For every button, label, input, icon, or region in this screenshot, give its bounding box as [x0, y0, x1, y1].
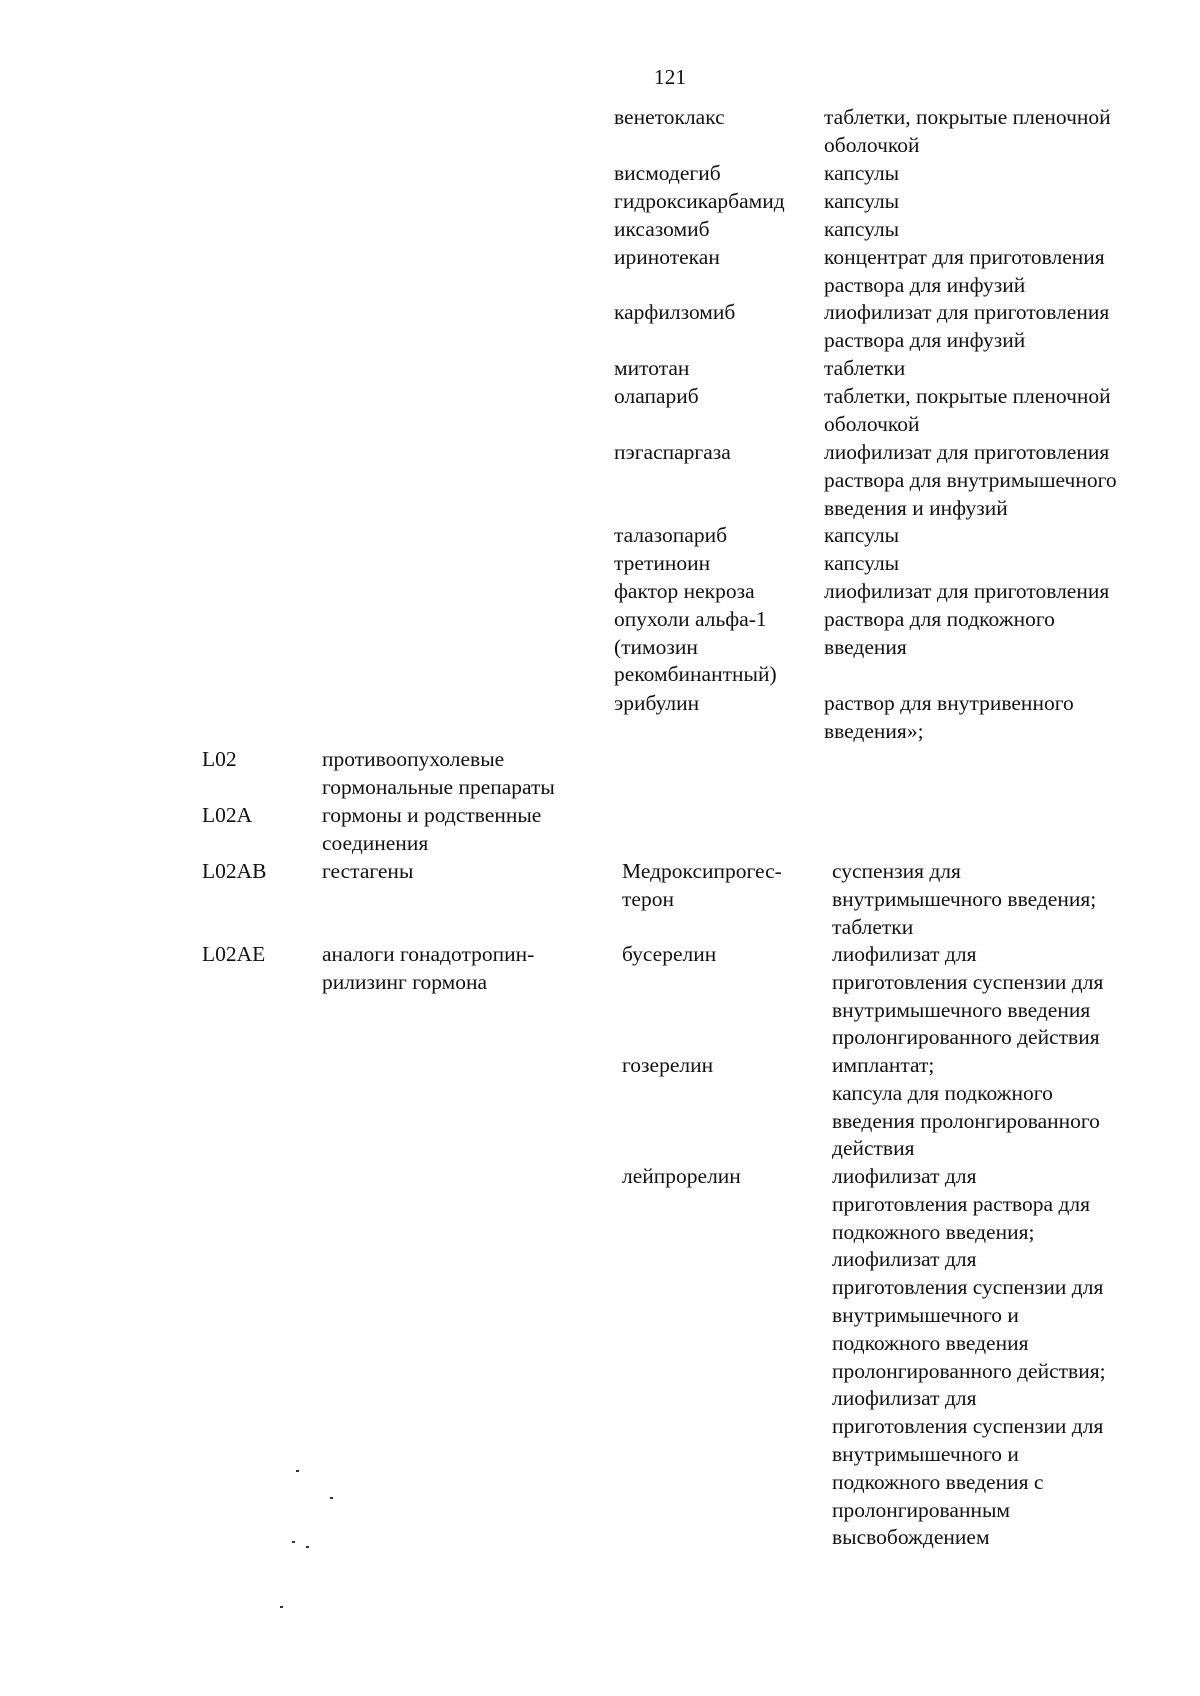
- dosage-form: [824, 244, 1105, 300]
- dosage-form-line: подкожного введения с: [832, 1469, 1044, 1494]
- drug-name: третиноин: [614, 551, 711, 575]
- scan-speck: [292, 1541, 295, 1543]
- drug-name: талазопариб: [614, 523, 728, 547]
- dosage-form: капсулы: [824, 551, 900, 575]
- scan-speck: [330, 1497, 333, 1499]
- drug-name: лейпрорелин: [622, 1164, 741, 1188]
- dosage-form: [832, 1163, 1106, 1552]
- dosage-form-line: подкожного введения: [832, 1330, 1029, 1355]
- dosage-form-line: раствора для инфузий: [824, 272, 1026, 297]
- dosage-form-line: таблетки, покрытые пленочной: [824, 105, 1111, 129]
- dosage-form: [824, 578, 1109, 661]
- drug-name: бусерелин: [622, 942, 717, 966]
- dosage-form-line: раствор для внутривенного: [824, 691, 1074, 715]
- scan-speck: [306, 1546, 309, 1548]
- group-title: [322, 746, 555, 802]
- drug-name-line: фактор некроза: [614, 579, 755, 603]
- dosage-form-line: капсула для подкожного: [832, 1080, 1053, 1105]
- drug-name: гидроксикарбамид: [614, 189, 785, 213]
- dosage-form-line: высвобождением: [832, 1525, 990, 1550]
- dosage-form-line: лиофилизат для приготовления: [824, 579, 1110, 603]
- dosage-form-line: введения пролонгированного: [832, 1108, 1100, 1133]
- group-title-line: гормональные препараты: [322, 774, 555, 799]
- group-title-line: аналоги гонадотропин-: [322, 942, 535, 966]
- dosage-form-line: введения»;: [824, 718, 924, 743]
- dosage-form-line: приготовления суспензии для: [832, 969, 1104, 994]
- drug-name: [622, 858, 782, 914]
- scan-speck: [296, 1470, 299, 1472]
- dosage-form: [832, 858, 1096, 941]
- dosage-form-line: действия: [832, 1136, 915, 1161]
- dosage-form: [824, 383, 1111, 439]
- dosage-form: [832, 1052, 1100, 1163]
- dosage-form: таблетки: [824, 356, 906, 380]
- dosage-form-line: суспензия для: [832, 859, 961, 883]
- group-title-line: соединения: [322, 830, 429, 855]
- dosage-form: [824, 690, 1074, 746]
- dosage-form-line: пролонгированным: [832, 1497, 1011, 1522]
- dosage-form: [824, 439, 1117, 522]
- drug-name-line: (тимозин: [614, 634, 698, 659]
- dosage-form-line: раствора для внутримышечного: [824, 467, 1117, 492]
- dosage-form-line: лиофилизат для: [832, 1247, 977, 1272]
- dosage-form-line: приготовления суспензии для: [832, 1275, 1104, 1300]
- drug-name: карфилзомиб: [614, 300, 736, 324]
- group-title: [322, 802, 541, 858]
- drug-name: эрибулин: [614, 691, 700, 715]
- drug-name-line: опухоли альфа-1: [614, 606, 767, 631]
- atc-code: L02AB: [202, 859, 267, 883]
- drug-name: висмодегиб: [614, 161, 721, 185]
- drug-name-line: рекомбинантный): [614, 662, 777, 687]
- group-title-line: рилизинг гормона: [322, 969, 488, 994]
- dosage-form-line: внутримышечного и: [832, 1441, 1019, 1466]
- drug-name-line: Медроксипрогес-: [622, 859, 782, 883]
- drug-name: гозерелин: [622, 1053, 714, 1077]
- drug-name-line: терон: [622, 886, 674, 911]
- drug-name: [614, 578, 777, 689]
- dosage-form-line: внутримышечного введения: [832, 997, 1091, 1022]
- dosage-form-line: приготовления суспензии для: [832, 1414, 1104, 1439]
- page-number: 121: [653, 65, 687, 89]
- dosage-form-line: лиофилизат для приготовления: [824, 440, 1110, 464]
- dosage-form-line: таблетки, покрытые пленочной: [824, 384, 1111, 408]
- drug-name: пэгаспаргаза: [614, 440, 731, 464]
- dosage-form-line: приготовления раствора для: [832, 1191, 1090, 1216]
- dosage-form-line: раствора для инфузий: [824, 327, 1026, 352]
- atc-code: L02AE: [202, 942, 266, 966]
- dosage-form-line: подкожного введения;: [832, 1219, 1035, 1244]
- dosage-form-line: таблетки: [832, 914, 914, 939]
- group-title-line: гормоны и родственные: [322, 803, 542, 827]
- atc-code: L02A: [202, 803, 253, 827]
- drug-name: венетоклакс: [614, 105, 725, 129]
- group-title-line: противоопухолевые: [322, 747, 505, 771]
- dosage-form-line: введения и инфузий: [824, 495, 1008, 520]
- group-title: [322, 941, 534, 997]
- dosage-form-line: внутримышечного и: [832, 1302, 1019, 1327]
- dosage-form: [832, 941, 1103, 1052]
- dosage-form-line: введения: [824, 634, 907, 659]
- dosage-form: капсулы: [824, 217, 900, 241]
- dosage-form-line: внутримышечного введения;: [832, 886, 1097, 911]
- scan-speck: [280, 1606, 283, 1608]
- dosage-form-line: лиофилизат для приготовления: [824, 300, 1110, 324]
- dosage-form-line: концентрат для приготовления: [824, 245, 1105, 269]
- drug-name: иксазомиб: [614, 217, 710, 241]
- dosage-form: капсулы: [824, 523, 900, 547]
- dosage-form: капсулы: [824, 161, 900, 185]
- dosage-form-line: лиофилизат для: [832, 1164, 977, 1188]
- dosage-form: капсулы: [824, 189, 900, 213]
- atc-code: L02: [202, 747, 237, 771]
- drug-name: митотан: [614, 356, 690, 380]
- dosage-form-line: пролонгированного действия: [832, 1025, 1100, 1050]
- dosage-form-line: имплантат;: [832, 1053, 935, 1077]
- drug-name: олапариб: [614, 384, 699, 408]
- drug-name: иринотекан: [614, 245, 720, 269]
- dosage-form: [824, 299, 1109, 355]
- dosage-form: [824, 104, 1111, 160]
- dosage-form-line: пролонгированного действия;: [832, 1358, 1106, 1383]
- dosage-form-line: лиофилизат для: [832, 942, 977, 966]
- dosage-form-line: оболочкой: [824, 132, 920, 157]
- dosage-form-line: раствора для подкожного: [824, 606, 1055, 631]
- dosage-form-line: лиофилизат для: [832, 1386, 977, 1411]
- group-title: гестагены: [322, 859, 414, 883]
- dosage-form-line: оболочкой: [824, 411, 920, 436]
